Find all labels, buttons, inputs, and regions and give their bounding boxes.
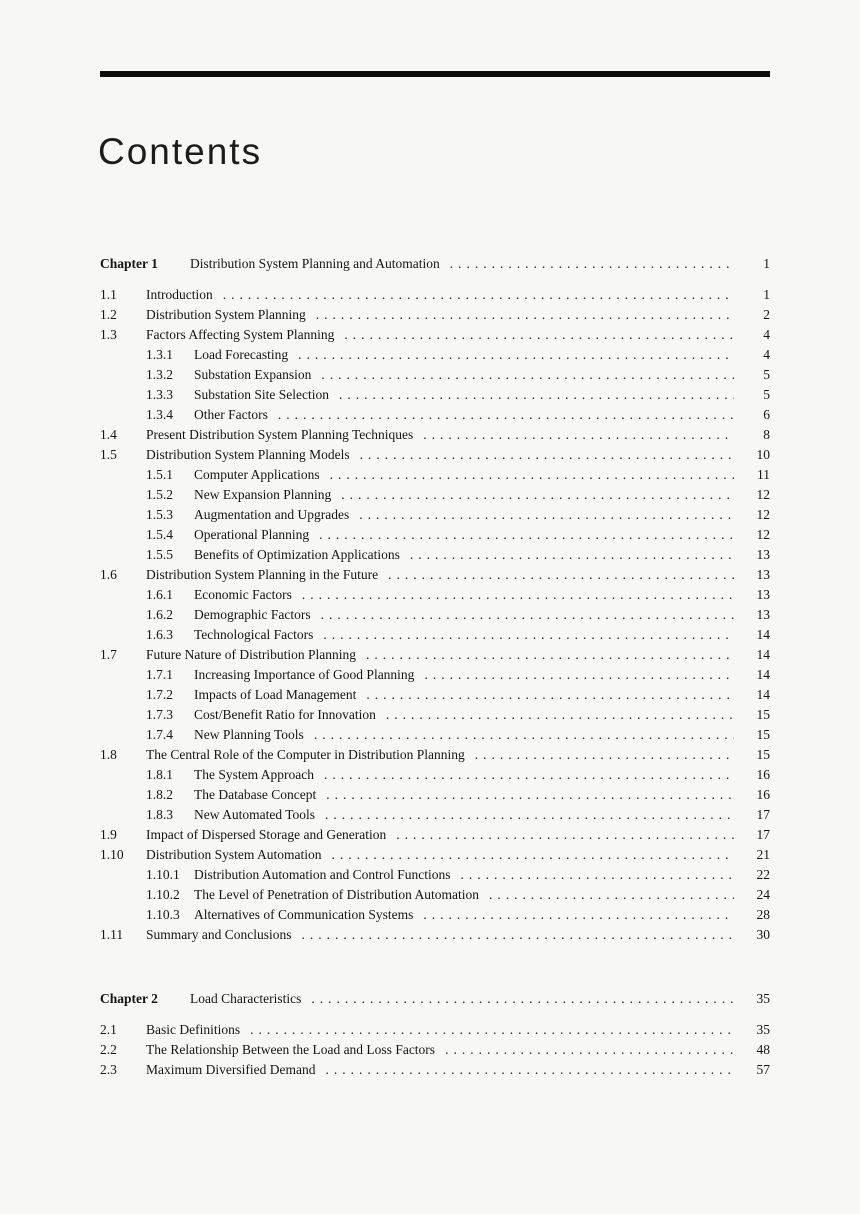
entry-title: Impacts of Load Management — [194, 687, 357, 702]
dot-leader — [316, 305, 734, 325]
entry-page-number: 48 — [756, 1042, 770, 1057]
entry-page-number: 14 — [756, 667, 770, 682]
toc-entry — [100, 1060, 770, 1080]
dot-leader — [302, 925, 735, 945]
entry-page-number: 21 — [756, 847, 770, 862]
entry-page-number: 4 — [763, 327, 770, 342]
entry-page-number: 2 — [763, 307, 770, 322]
dot-leader — [298, 345, 734, 365]
toc — [100, 254, 770, 1080]
toc-entry — [100, 285, 770, 305]
dot-leader — [475, 745, 734, 765]
entry-title: Distribution Automation and Control Functions — [194, 867, 451, 882]
toc-entry — [100, 425, 770, 445]
toc-entry — [100, 525, 770, 545]
toc-entry — [100, 825, 770, 845]
entry-page-number: 5 — [763, 367, 770, 382]
toc-entry — [100, 385, 770, 405]
entry-number: 1.3.1 — [146, 347, 173, 362]
entry-page-number: 16 — [756, 767, 770, 782]
dot-leader — [323, 625, 734, 645]
entry-number: 1.7.2 — [146, 687, 173, 702]
entry-title: Summary and Conclusions — [146, 927, 292, 942]
entry-page-number: 15 — [756, 727, 770, 742]
entry-number: 1.6.2 — [146, 607, 173, 622]
toc-entry — [100, 465, 770, 485]
entry-page-number: 14 — [756, 687, 770, 702]
dot-leader — [339, 385, 734, 405]
dot-leader — [410, 545, 734, 565]
dot-leader — [445, 1040, 734, 1060]
entry-number: 1.10.2 — [146, 887, 180, 902]
toc-entry — [100, 365, 770, 385]
toc-entry — [100, 665, 770, 685]
entry-page-number: 30 — [756, 927, 770, 942]
entry-title: Operational Planning — [194, 527, 310, 542]
dot-leader — [311, 989, 734, 1009]
dot-leader — [461, 865, 735, 885]
entry-page-number: 6 — [763, 407, 770, 422]
entry-number: 1.1 — [100, 287, 117, 302]
dot-leader — [360, 445, 734, 465]
entry-number: 1.4 — [100, 427, 117, 442]
entry-title: The Level of Penetration of Distribution Automation — [194, 887, 479, 902]
entry-number: 1.7.4 — [146, 727, 173, 742]
toc-entry — [100, 845, 770, 865]
toc-entry — [100, 605, 770, 625]
entry-page-number: 13 — [756, 607, 770, 622]
entry-title: Load Forecasting — [194, 347, 289, 362]
dot-leader — [321, 605, 734, 625]
toc-entry — [100, 445, 770, 465]
dot-leader — [396, 825, 734, 845]
chapter-page-number: 35 — [756, 991, 770, 1006]
dot-leader — [341, 485, 734, 505]
entry-title: New Planning Tools — [194, 727, 304, 742]
entry-page-number: 11 — [757, 467, 770, 482]
top-rule — [100, 71, 770, 77]
entry-number: 1.7 — [100, 647, 117, 662]
entry-number: 1.6.3 — [146, 627, 173, 642]
entry-page-number: 14 — [756, 627, 770, 642]
entry-number: 1.9 — [100, 827, 117, 842]
entry-title: New Automated Tools — [194, 807, 316, 822]
entry-number: 1.2 — [100, 307, 117, 322]
entry-number: 1.3 — [100, 327, 117, 342]
entry-title: Substation Expansion — [194, 367, 312, 382]
entry-number: 2.3 — [100, 1062, 117, 1077]
entry-page-number: 28 — [756, 907, 770, 922]
entry-title: Distribution System Automation — [146, 847, 322, 862]
toc-entry — [100, 505, 770, 525]
dot-leader — [321, 365, 734, 385]
entry-page-number: 12 — [756, 527, 770, 542]
toc-chapter-row — [100, 254, 770, 274]
toc-entry — [100, 485, 770, 505]
toc-entry — [100, 625, 770, 645]
entry-page-number: 13 — [756, 587, 770, 602]
dot-leader — [250, 1020, 734, 1040]
toc-entry — [100, 1040, 770, 1060]
toc-chapter-row — [100, 989, 770, 1009]
entry-number: 1.3.3 — [146, 387, 173, 402]
entry-page-number: 57 — [756, 1062, 770, 1077]
entry-number: 1.7.1 — [146, 667, 173, 682]
entry-page-number: 17 — [756, 827, 770, 842]
entry-title: Computer Applications — [194, 467, 320, 482]
dot-leader — [324, 765, 734, 785]
toc-entry — [100, 745, 770, 765]
entry-number: 1.11 — [100, 927, 124, 942]
entry-title: Maximum Diversified Demand — [146, 1062, 316, 1077]
entry-title: The System Approach — [194, 767, 314, 782]
entry-page-number: 5 — [763, 387, 770, 402]
entry-number: 1.5.3 — [146, 507, 173, 522]
toc-entry — [100, 885, 770, 905]
entry-number: 2.1 — [100, 1022, 117, 1037]
entry-title: Basic Definitions — [146, 1022, 241, 1037]
entry-title: Increasing Importance of Good Planning — [194, 667, 415, 682]
toc-entry — [100, 705, 770, 725]
toc-entry — [100, 325, 770, 345]
page-title: Contents — [98, 130, 263, 172]
dot-leader — [223, 285, 734, 305]
entry-page-number: 14 — [756, 647, 770, 662]
entry-number: 1.6.1 — [146, 587, 173, 602]
dot-leader — [326, 785, 734, 805]
entry-page-number: 8 — [763, 427, 770, 442]
entry-title: Distribution System Planning — [146, 307, 306, 322]
dot-leader — [325, 805, 734, 825]
entry-number: 1.8.3 — [146, 807, 173, 822]
entry-title: The Database Concept — [194, 787, 317, 802]
entry-number: 1.7.3 — [146, 707, 173, 722]
entry-number: 1.10 — [100, 847, 124, 862]
toc-entry — [100, 785, 770, 805]
entry-title: Demographic Factors — [194, 607, 311, 622]
entry-page-number: 15 — [756, 747, 770, 762]
entry-number: 1.10.1 — [146, 867, 180, 882]
dot-leader — [314, 725, 734, 745]
toc-entry — [100, 645, 770, 665]
entry-title: Impact of Dispersed Storage and Generation — [146, 827, 387, 842]
entry-number: 2.2 — [100, 1042, 117, 1057]
toc-entry — [100, 305, 770, 325]
dot-leader — [366, 685, 734, 705]
entry-number: 1.5 — [100, 447, 117, 462]
dot-leader — [332, 845, 734, 865]
entry-title: Future Nature of Distribution Planning — [146, 647, 356, 662]
dot-leader — [423, 905, 734, 925]
entry-title: Other Factors — [194, 407, 268, 422]
entry-page-number: 4 — [763, 347, 770, 362]
dot-leader — [489, 885, 734, 905]
entry-number: 1.3.2 — [146, 367, 173, 382]
entry-title: Economic Factors — [194, 587, 292, 602]
entry-title: Factors Affecting System Planning — [146, 327, 335, 342]
entry-title: New Expansion Planning — [194, 487, 332, 502]
entry-page-number: 13 — [756, 567, 770, 582]
entry-title: Substation Site Selection — [194, 387, 329, 402]
chapter-title: Distribution System Planning and Automation — [190, 256, 440, 271]
entry-number: 1.8.1 — [146, 767, 173, 782]
entry-title: The Central Role of the Computer in Distribution Planning — [146, 747, 465, 762]
entry-title: Augmentation and Upgrades — [194, 507, 350, 522]
dot-leader — [388, 565, 734, 585]
toc-entry — [100, 905, 770, 925]
dot-leader — [366, 645, 734, 665]
entry-page-number: 16 — [756, 787, 770, 802]
toc-entry — [100, 805, 770, 825]
dot-leader — [386, 705, 734, 725]
toc-entry — [100, 345, 770, 365]
toc-entry — [100, 405, 770, 425]
entry-page-number: 12 — [756, 507, 770, 522]
entry-page-number: 13 — [756, 547, 770, 562]
toc-entry — [100, 565, 770, 585]
dot-leader — [330, 465, 734, 485]
entry-page-number: 1 — [763, 287, 770, 302]
toc-entry — [100, 1020, 770, 1040]
dot-leader — [344, 325, 734, 345]
entry-page-number: 15 — [756, 707, 770, 722]
entry-page-number: 17 — [756, 807, 770, 822]
toc-entry — [100, 585, 770, 605]
entry-title: Benefits of Optimization Applications — [194, 547, 400, 562]
entry-title: Technological Factors — [194, 627, 314, 642]
entry-number: 1.5.5 — [146, 547, 173, 562]
dot-leader — [424, 665, 734, 685]
dot-leader — [319, 525, 734, 545]
toc-entry — [100, 865, 770, 885]
entry-number: 1.6 — [100, 567, 117, 582]
entry-number: 1.8.2 — [146, 787, 173, 802]
entry-title: Introduction — [146, 287, 213, 302]
entry-number: 1.3.4 — [146, 407, 173, 422]
entry-title: Present Distribution System Planning Techniques — [146, 427, 414, 442]
toc-entry — [100, 685, 770, 705]
entry-number: 1.5.2 — [146, 487, 173, 502]
entry-number: 1.10.3 — [146, 907, 180, 922]
chapter-label: Chapter 1 — [100, 256, 158, 271]
chapter-label: Chapter 2 — [100, 991, 158, 1006]
toc-entry — [100, 925, 770, 945]
entry-page-number: 22 — [756, 867, 770, 882]
dot-leader — [278, 405, 734, 425]
entry-title: Distribution System Planning in the Future — [146, 567, 379, 582]
entry-page-number: 12 — [756, 487, 770, 502]
entry-page-number: 10 — [756, 447, 770, 462]
dot-leader — [325, 1060, 734, 1080]
entry-title: Alternatives of Communication Systems — [194, 907, 414, 922]
chapter-page-number: 1 — [763, 256, 770, 271]
entry-number: 1.5.1 — [146, 467, 173, 482]
dot-leader — [302, 585, 734, 605]
dot-leader — [450, 254, 734, 274]
entry-page-number: 24 — [756, 887, 770, 902]
entry-page-number: 35 — [756, 1022, 770, 1037]
entry-number: 1.8 — [100, 747, 117, 762]
entry-title: Cost/Benefit Ratio for Innovation — [194, 707, 376, 722]
dot-leader — [359, 505, 734, 525]
entry-title: The Relationship Between the Load and Loss Factors — [146, 1042, 436, 1057]
entry-number: 1.5.4 — [146, 527, 173, 542]
chapter-title: Load Characteristics — [190, 991, 302, 1006]
toc-entry — [100, 725, 770, 745]
dot-leader — [423, 425, 734, 445]
entry-title: Distribution System Planning Models — [146, 447, 350, 462]
toc-entry — [100, 765, 770, 785]
toc-entry — [100, 545, 770, 565]
